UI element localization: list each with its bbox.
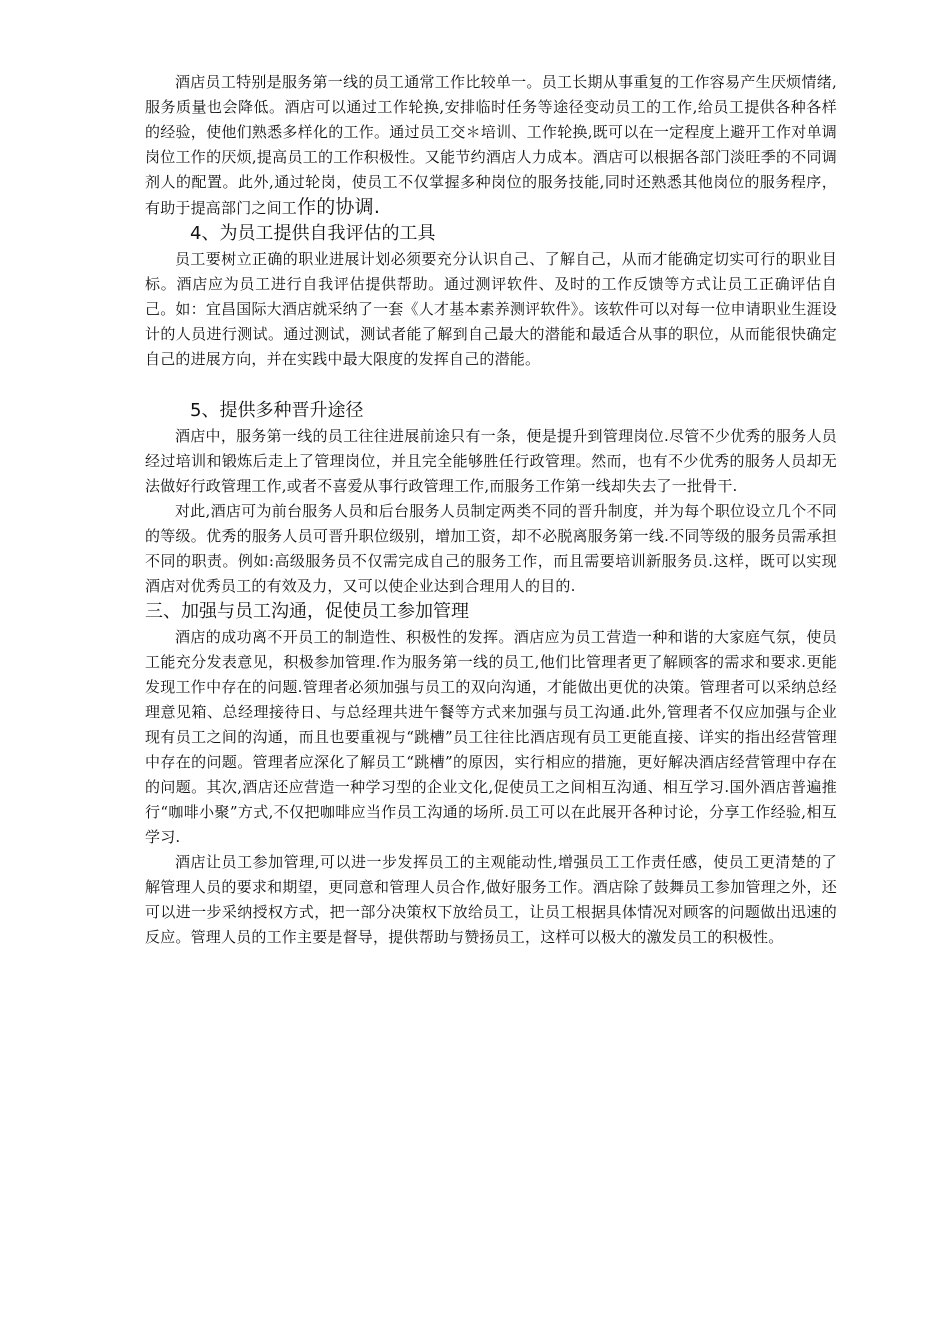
heading-self-assessment: 4、为员工提供自我评估的工具 (190, 223, 436, 244)
paragraph-self-assessment: 员工要树立正确的职业进展计划必须要充分认识自己、了解自己，从而才能确定切实可行的职业目标。酒店应为员工进行自我评估提供帮助。通过测评软件、及时的工作反馈等方式让员工正确评估自己。如：宜昌国际大酒店就采纳了一套《人才基本素养测评软件》。该软件可以对每一位申请职业生涯设计的人员进行测试。通过测试，测试者能了解到自己最大的潜能和最适合从事的职位，从而能很快确定自己的进展方向，并在实践中最大限度的发挥自己的潜能。 (145, 250, 837, 368)
heading-communication: 三、加强与员工沟通，促使员工参加管理 (145, 601, 469, 622)
paragraph-job-rotation-text: 酒店员工特别是服务第一线的员工通常工作比较单一。员工长期从事重复的工作容易产生厌烦情绪,服务质量也会降低。酒店可以通过工作轮换,安排临时任务等途径变动员工的工作,给员工提供各种各样的经验，使他们熟悉多样化的工作。通过员工交＊培训、工作轮换,既可以在一定程度上避开工作对单调岗位工作的厌烦,提高员工的工作积极性。又能节约酒店人力成本。酒店可以根据各部门淡旺季的不同调剂人的配置。此外,通过轮岗，使员工不仅掌握多种岗位的服务技能,同时还熟悉其他岗位的服务程序，有助于提高部门之间工 (145, 73, 837, 217)
paragraph-participation: 酒店让员工参加管理,可以进一步发挥员工的主观能动性,增强员工工作责任感，使员工更清楚的了解管理人员的要求和期望，更同意和管理人员合作,做好服务工作。酒店除了鼓舞员工参加管理之外，还可以进一步采纳授权方式，把一部分决策权下放给员工，让员工根据具体情况对顾客的问题做出迅速的反应。管理人员的工作主要是督导，提供帮助与赞扬员工，这样可以极大的激发员工的积极性。 (145, 853, 837, 946)
section-spacer (145, 372, 837, 398)
paragraph-communication: 酒店的成功离不开员工的制造性、积极性的发挥。酒店应为员工营造一种和谐的大家庭气氛，使员工能充分发表意见，积极参加管理.作为服务第一线的员工,他们比管理者更了解顾客的需求和要求.更能发现工作中存在的问题.管理者必须加强与员工的双向沟通，才能做出更优的决策。管理者可以采纳总经理意见箱、总经理接待日、与总经理共进午餐等方式来加强与员工沟通.此外,管理者不仅应加强与企业现有员工之间的沟通，而且也要重视与“跳槽”员工往往比酒店现有员工更能直接、详实的指出经营管理中存在的问题。管理者应深化了解员工“跳槽”的原因，实行相应的措施，更好解决酒店经营管理中存在的问题。其次,酒店还应营造一种学习型的企业文化,促使员工之间相互沟通、相互学习.国外酒店普遍推行“咖啡小聚”方式,不仅把咖啡应当作员工沟通的场所.员工可以在此展开各种讨论，分享工作经验,相互学习. (145, 628, 837, 846)
paragraph-job-rotation (145, 70, 837, 221)
paragraph-promotion-solution: 对此,酒店可为前台服务人员和后台服务人员制定两类不同的晋升制度，并为每个职位设立几个不同的等级。优秀的服务人员可晋升职位级别，增加工资，却不必脱离服务第一线.不同等级的服务员需承担不同的职责。例如:高级服务员不仅需完成自己的服务工作，而且需要培训新服务员.这样，既可以实现酒店对优秀员工的有效及力，又可以使企业达到合理用人的目的. (145, 502, 837, 595)
heading-promotion-paths: 5、提供多种晋升途径 (190, 400, 364, 421)
paragraph-promotion-issue: 酒店中，服务第一线的员工往往进展前途只有一条，便是提升到管理岗位.尽管不少优秀的服务人员经过培训和锻炼后走上了管理岗位，并且完全能够胜任行政管理。然而，也有不少优秀的服务人员却无法做好行政管理工作,或者不喜爱从事行政管理工作,而服务工作第一线却失去了一批骨干. (145, 427, 837, 495)
document-page (145, 70, 837, 950)
paragraph-job-rotation-tail: 作的协调. (297, 196, 381, 218)
